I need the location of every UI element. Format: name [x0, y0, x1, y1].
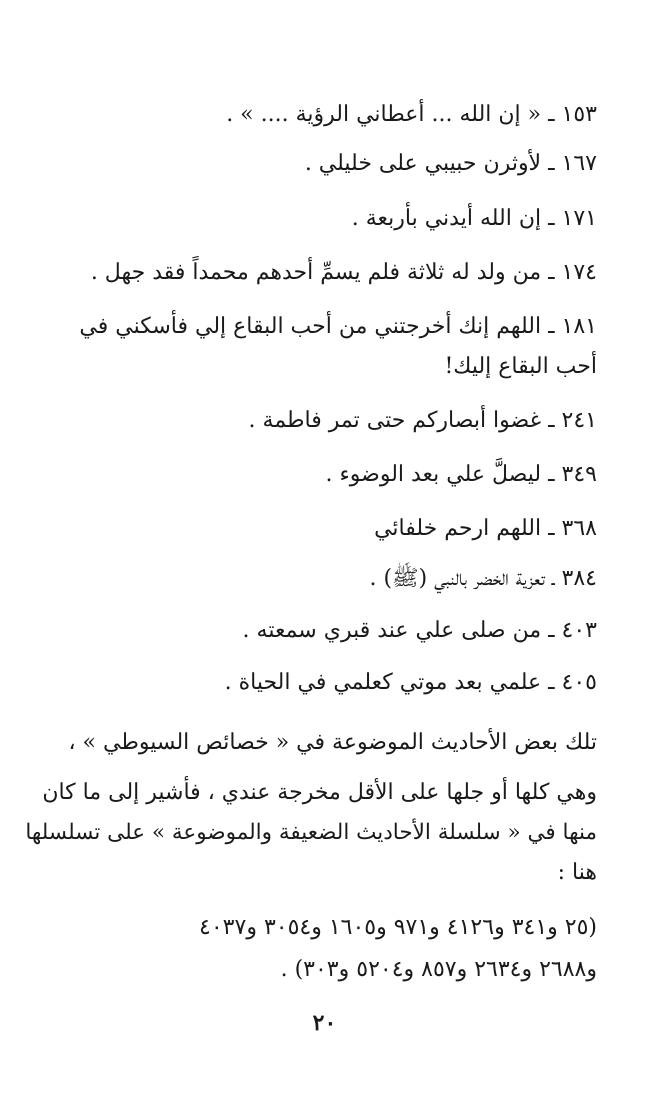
page-number: ٢٠: [312, 1010, 337, 1036]
numbers-line-1: (٢٥ و٣٤١ و٤١٢٦ و٩٧١ و١٦٠٥ و٣٠٥٤ و٤٠٣٧: [199, 915, 597, 940]
entry-405: ٤٠٥ ـ علمي بعد موتي كعلمي في الحياة .: [224, 670, 597, 695]
paragraph-line-3: منها في « سلسلة الأحاديث الضعيفة والموضوعة » على تسلسلها: [25, 820, 597, 845]
entry-153: ١٥٣ ـ « إن الله ... أعطاني الرؤية .... » .: [226, 102, 597, 127]
paragraph-line-4: هنا :: [557, 860, 597, 885]
entry-403: ٤٠٣ ـ من صلى علي عند قبري سمعته .: [242, 618, 597, 643]
entry-181: ١٨١ ـ اللهم إنك أخرجتني من أحب البقاع إلي فأسكني في: [79, 314, 597, 339]
numbers-line-2: و٢٦٨٨ و٢٦٣٤ و٨٥٧ و٥٢٠٤ و٣٠٣) .: [280, 957, 597, 982]
entry-171: ١٧١ ـ إن الله أيدني بأربعة .: [351, 206, 597, 231]
paragraph-line-2: وهي كلها أو جلها على الأقل مخرجة عندي ، فأشير إلى ما كان: [42, 780, 597, 805]
entry-384: ٣٨٤ ـ تعزية الخضر بالنبي (ﷺ) .: [369, 566, 597, 591]
entry-368: ٣٦٨ ـ اللهم ارحم خلفائي: [374, 516, 597, 541]
entry-167: ١٦٧ ـ لأوثرن حبيبي على خليلي .: [304, 151, 597, 176]
entry-241: ٢٤١ ـ غضوا أبصاركم حتى تمر فاطمة .: [248, 408, 597, 433]
entry-349: ٣٤٩ ـ ليصلَّ علي بعد الوضوء .: [325, 462, 597, 487]
paragraph-line-1: تلك بعض الأحاديث الموضوعة في « خصائص السيوطي » ،: [68, 730, 597, 755]
entry-174: ١٧٤ ـ من ولد له ثلاثة فلم يسمِّ أحدهم محمداً فقد جهل .: [90, 260, 597, 285]
entry-181-continuation: أحب البقاع إليك!: [444, 354, 597, 379]
